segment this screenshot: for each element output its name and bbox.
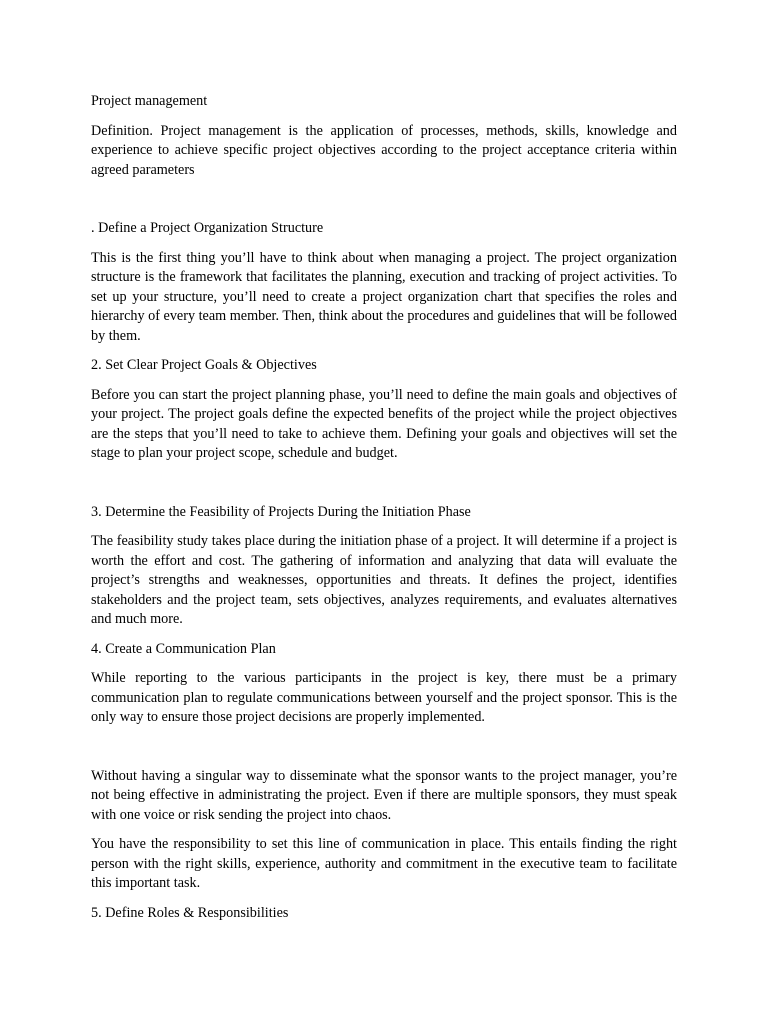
section-paragraph: The feasibility study takes place during the initiation phase of a project. It will determine if a project is worth the effort and cost. The gathering of information and analyzing that data will evaluate the project’s strengths and weaknesses, opportunities and threats. It defines the project, identifies stakeholders and the project team, sets objectives, analyzes requirements, and evaluates alternatives and much more.	[91, 533, 677, 627]
spacer	[91, 738, 677, 767]
section-heading-goals: 2. Set Clear Project Goals & Objectives	[91, 357, 317, 373]
section-paragraph: You have the responsibility to set this line of communication in place. This entails finding the right person with the right skills, experience, authority and commitment in the executive team to facilitate this important task.	[91, 836, 677, 891]
section-paragraph: This is the first thing you’ll have to think about when managing a project. The project organization structure is the framework that facilitates the planning, execution and tracking of project activities. To set up your structure, you’ll need to create a project organization chart that specifies the roles and hierarchy of every team member. Then, think about the procedures and guidelines that will be followed by them.	[91, 249, 677, 344]
section-paragraph: While reporting to the various participants in the project is key, there must be a primary communication plan to regulate communications between yourself and the project sponsor. This is the only way to ensure those project decisions are properly implemented.	[91, 670, 677, 725]
section-heading-feasibility: 3. Determine the Feasibility of Projects During the Initiation Phase	[91, 503, 471, 520]
spacer	[91, 190, 677, 219]
section-paragraph: Before you can start the project planning phase, you’ll need to define the main goals and objectives of your project. The project goals define the expected benefits of the project while the project objectives are the steps that you’ll need to take to achieve them. Defining your goals and objectives will set the stage to plan your project scope, schedule and budget.	[91, 386, 677, 461]
section-heading-communication: 4. Create a Communication Plan	[91, 640, 276, 657]
spacer	[91, 474, 677, 503]
definition-paragraph: Definition. Project management is the application of processes, methods, skills, knowledge and experience to achieve specific project objectives according to the project acceptance criteria within agreed parameters	[91, 122, 677, 178]
document-body	[91, 92, 677, 933]
section-heading-roles: 5. Define Roles & Responsibilities	[91, 904, 289, 921]
section-paragraph: Without having a singular way to disseminate what the sponsor wants to the project manager, you’re not being effective in administrating the project. Even if there are multiple sponsors, they must speak with one voice or risk sending the project into chaos.	[91, 767, 677, 823]
section-heading-org-structure: . Define a Project Organization Structure	[91, 220, 324, 236]
document-title: Project management	[91, 93, 208, 109]
